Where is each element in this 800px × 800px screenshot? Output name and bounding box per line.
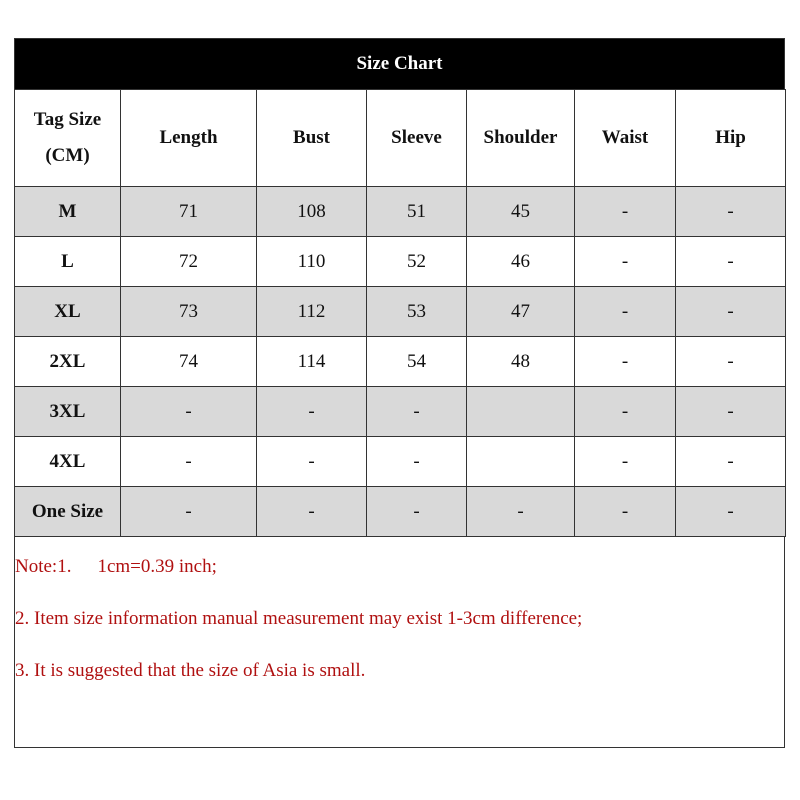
header-bust: Bust <box>257 90 367 187</box>
note-1 <box>15 556 217 578</box>
table-row <box>15 187 786 237</box>
cell-tag: M <box>15 187 121 237</box>
cell-tag: L <box>15 237 121 287</box>
cell-hip: - <box>676 237 786 287</box>
cell-tag: 3XL <box>15 387 121 437</box>
cell-length: - <box>121 387 257 437</box>
cell-bust: 112 <box>257 287 367 337</box>
table-row <box>15 437 786 487</box>
table-row <box>15 387 786 437</box>
header-hip: Hip <box>676 90 786 187</box>
header-shoulder: Shoulder <box>467 90 575 187</box>
cell-shoulder: 46 <box>467 237 575 287</box>
cell-sleeve: - <box>367 387 467 437</box>
cell-sleeve: 52 <box>367 237 467 287</box>
size-table <box>14 89 786 537</box>
note-1-text: 1cm=0.39 inch; <box>97 556 217 577</box>
header-length: Length <box>121 90 257 187</box>
cell-bust: 114 <box>257 337 367 387</box>
cell-bust: - <box>257 437 367 487</box>
table-row <box>15 237 786 287</box>
cell-shoulder: 47 <box>467 287 575 337</box>
cell-bust: 110 <box>257 237 367 287</box>
cell-tag: 2XL <box>15 337 121 387</box>
size-chart-frame <box>14 38 785 748</box>
cell-length: 71 <box>121 187 257 237</box>
note-2: 2. Item size information manual measurement may exist 1-3cm difference; <box>15 608 583 629</box>
table-row <box>15 487 786 537</box>
cell-waist: - <box>575 237 676 287</box>
cell-sleeve: 53 <box>367 287 467 337</box>
cell-shoulder: 45 <box>467 187 575 237</box>
header-sleeve: Sleeve <box>367 90 467 187</box>
note-3: 3. It is suggested that the size of Asia is small. <box>15 660 366 681</box>
cell-waist: - <box>575 437 676 487</box>
cell-hip: - <box>676 387 786 437</box>
size-chart-title: Size Chart <box>15 39 784 89</box>
cell-length: 72 <box>121 237 257 287</box>
cell-hip: - <box>676 287 786 337</box>
cell-tag: 4XL <box>15 437 121 487</box>
cell-waist: - <box>575 337 676 387</box>
cell-hip: - <box>676 187 786 237</box>
cell-bust: 108 <box>257 187 367 237</box>
cell-tag: One Size <box>15 487 121 537</box>
header-tag-size-line2: (CM) <box>45 145 90 166</box>
cell-length: - <box>121 437 257 487</box>
cell-tag: XL <box>15 287 121 337</box>
cell-waist: - <box>575 487 676 537</box>
cell-waist: - <box>575 387 676 437</box>
cell-sleeve: 54 <box>367 337 467 387</box>
cell-shoulder <box>467 437 575 487</box>
cell-shoulder: - <box>467 487 575 537</box>
table-header-row <box>15 90 786 187</box>
note-1-prefix: Note:1. <box>15 556 72 577</box>
cell-length: 73 <box>121 287 257 337</box>
header-tag-size <box>15 90 121 187</box>
cell-shoulder <box>467 387 575 437</box>
cell-length: - <box>121 487 257 537</box>
cell-sleeve: - <box>367 487 467 537</box>
cell-sleeve: 51 <box>367 187 467 237</box>
cell-shoulder: 48 <box>467 337 575 387</box>
cell-length: 74 <box>121 337 257 387</box>
header-waist: Waist <box>575 90 676 187</box>
table-row <box>15 337 786 387</box>
cell-bust: - <box>257 487 367 537</box>
cell-hip: - <box>676 487 786 537</box>
cell-bust: - <box>257 387 367 437</box>
cell-hip: - <box>676 437 786 487</box>
cell-sleeve: - <box>367 437 467 487</box>
table-row <box>15 287 786 337</box>
header-tag-size-line1: Tag Size <box>33 109 102 130</box>
cell-waist: - <box>575 287 676 337</box>
cell-waist: - <box>575 187 676 237</box>
cell-hip: - <box>676 337 786 387</box>
